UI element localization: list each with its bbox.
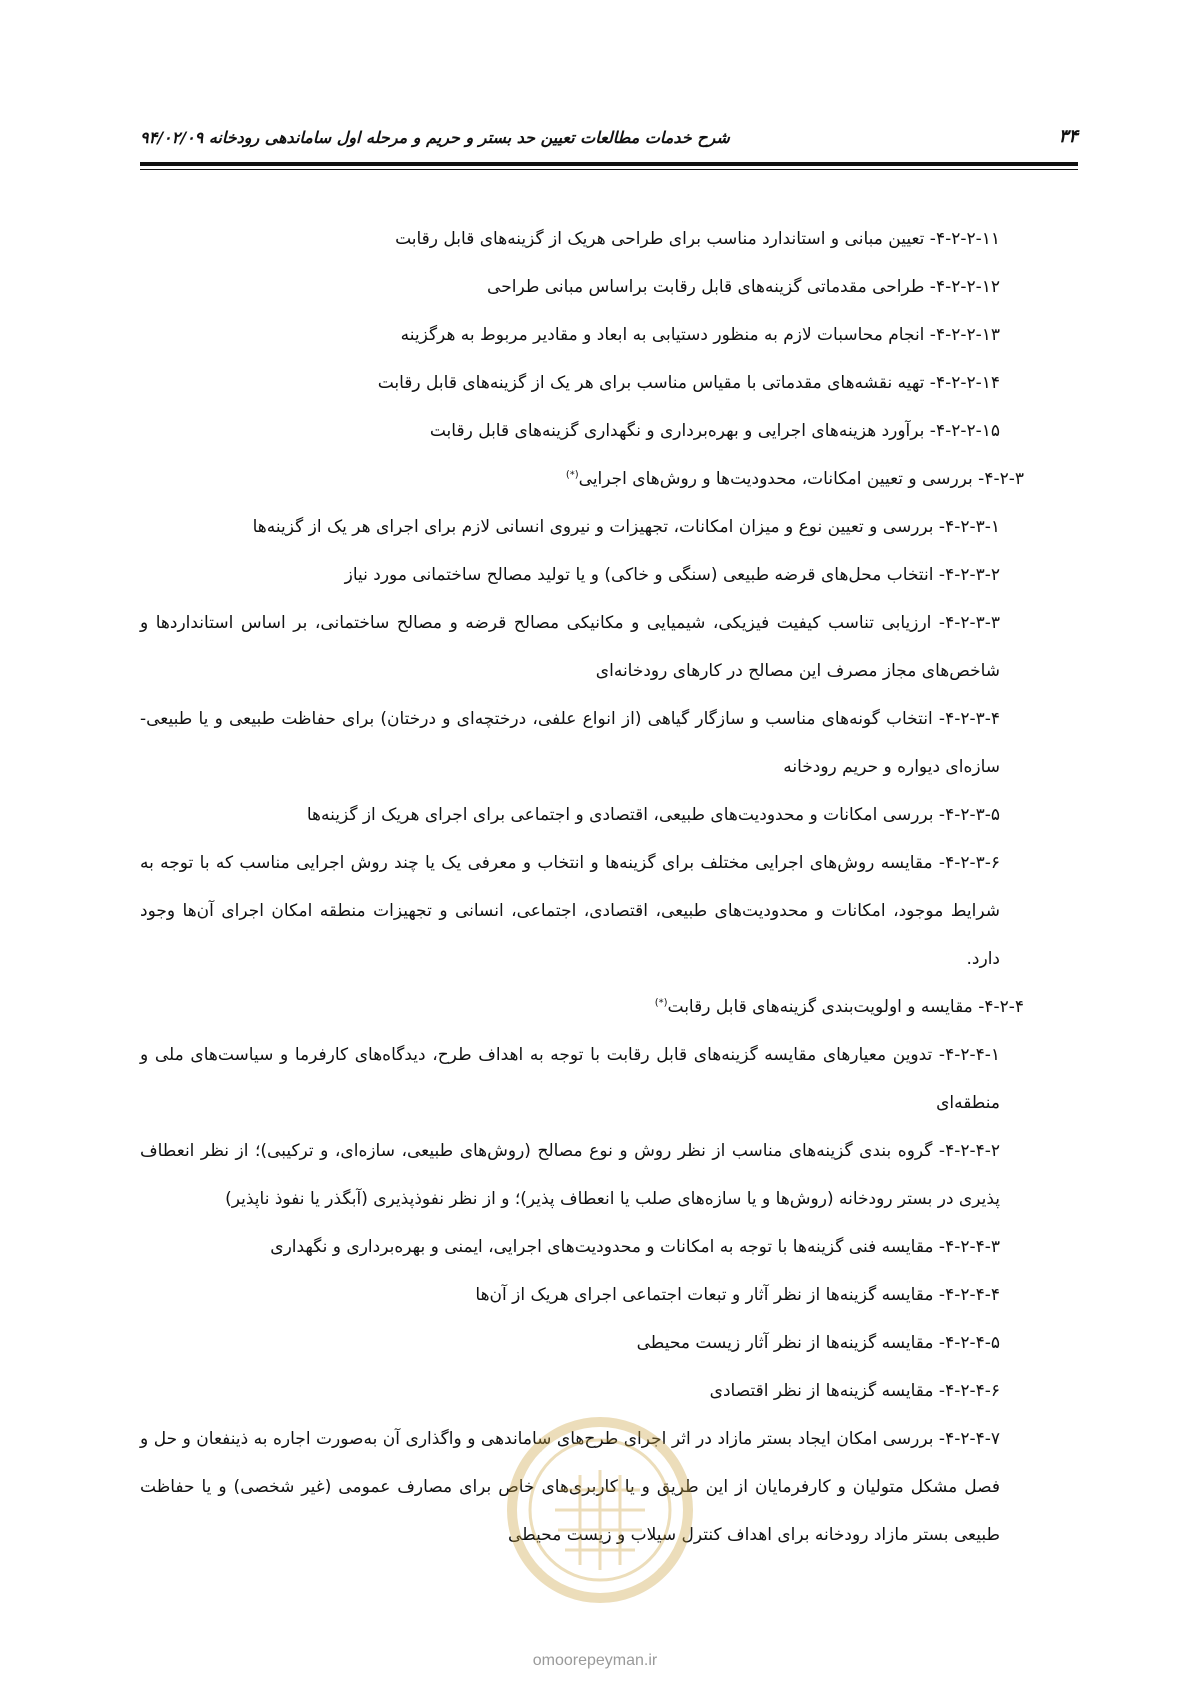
header-title: شرح خدمات مطالعات تعیین حد بستر و حریم و مرحله اول ساماندهی رودخانه ۹۴/۰۲/۰۹ (140, 128, 730, 147)
paragraph-text: ۴-۲-۴-۳- مقایسه فنی گزینه‌ها با توجه به امکانات و محدودیت‌های اجرایی، ایمنی و بهره‌برداری و نگهداری (270, 1237, 1000, 1257)
paragraph-text: ۴-۲-۲-۱۲- طراحی مقدماتی گزینه‌های قابل رقابت براساس مبانی طراحی (487, 277, 1000, 297)
paragraph-text: ۴-۲-۴-۱- تدوین معیارهای مقایسه گزینه‌های قابل رقابت با توجه به اهداف طرح، دیدگاه‌های کارفرما و سیاست‌های ملی و منطقه‌ای (140, 1045, 1000, 1113)
body-paragraph (140, 839, 1024, 983)
body-paragraph (140, 791, 1024, 839)
paragraph-text: ۴-۲-۲-۱۳- انجام محاسبات لازم به منظور دستیابی به ابعاد و مقادیر مربوط به هرگزینه (400, 325, 1000, 345)
header-rule-thick (140, 162, 1078, 166)
document-body (140, 215, 1024, 1559)
paragraph-text: ۴-۲-۴-۷- بررسی امکان ایجاد بستر مازاد در اثر اجرای طرح‌های ساماندهی و واگذاری آن به‌صورت اجاره به ذینفعان و حل و فصل مشکل متولیان و کارفرمایان از این طریق و یا کاربری‌های خاص برای مصارف عمومی (غیر شخصی) و یا حفاظت طبیعی بستر مازاد رودخانه برای اهداف کنترل سیلاب و زیست محیطی (140, 1429, 1000, 1545)
body-paragraph (140, 599, 1024, 695)
page-number: ۳۴ (1058, 126, 1078, 147)
section-heading (140, 455, 1024, 503)
paragraph-text: ۴-۲-۴-۵- مقایسه گزینه‌ها از نظر آثار زیست محیطی (636, 1333, 1000, 1353)
paragraph-text: ۴-۲-۴-۲- گروه بندی گزینه‌های مناسب از نظر روش و نوع مصالح (روش‌های طبیعی، سازه‌ای، و ترکیبی)؛ از نظر انعطاف پذیری در بستر رودخانه (روش‌ها و یا سازه‌های صلب یا انعطاف پذیر)؛ و از نظر نفوذپذیری (آبگذر یا نفوذ ناپذیر) (140, 1141, 1000, 1209)
paragraph-text: ۴-۲-۴- مقایسه و اولویت‌بندی گزینه‌های قابل رقابت (667, 997, 1024, 1017)
paragraph-text: ۴-۲-۳-۳- ارزیابی تناسب کیفیت فیزیکی، شیمیایی و مکانیکی مصالح قرضه و مصالح ساختمانی، بر اساس استانداردها و شاخص‌های مجاز مصرف این مصالح در کارهای رودخانه‌ای (140, 613, 1000, 681)
paragraph-text: ۴-۲-۳-۵- بررسی امکانات و محدودیت‌های طبیعی، اقتصادی و اجتماعی برای اجرای هریک از گزینه‌ها (306, 805, 1000, 825)
body-paragraph (140, 1223, 1024, 1271)
body-paragraph (140, 1271, 1024, 1319)
footnote-marker: (*) (654, 997, 668, 1009)
body-paragraph (140, 1319, 1024, 1367)
header-rule-thin (140, 169, 1078, 170)
body-paragraph (140, 1367, 1024, 1415)
watermark-logo-icon (500, 1410, 700, 1610)
paragraph-text: ۴-۲-۳-۶- مقایسه روش‌های اجرایی مختلف برای گزینه‌ها و انتخاب و معرفی یک یا چند روش اجرایی مناسب که با توجه به شرایط موجود، امکانات و محدودیت‌های طبیعی، اقتصادی، اجتماعی، انسانی و تجهیزات منطقه امکان اجرای آن‌ها وجود دارد. (140, 853, 1000, 969)
body-paragraph (140, 311, 1024, 359)
body-paragraph (140, 551, 1024, 599)
paragraph-text: ۴-۲-۴-۴- مقایسه گزینه‌ها از نظر آثار و تبعات اجتماعی اجرای هریک از آن‌ها (475, 1285, 1000, 1305)
footnote-marker: (*) (565, 469, 579, 481)
body-paragraph (140, 263, 1024, 311)
paragraph-text: ۴-۲-۲-۱۴- تهیه نقشه‌های مقدماتی با مقیاس مناسب برای هر یک از گزینه‌های قابل رقابت (377, 373, 1000, 393)
paragraph-text: ۴-۲-۳- بررسی و تعیین امکانات، محدودیت‌ها و روش‌های اجرایی (578, 469, 1024, 489)
paragraph-text: ۴-۲-۳-۲- انتخاب محل‌های قرضه طبیعی (سنگی و خاکی) و یا تولید مصالح ساختمانی مورد نیاز (344, 565, 1000, 585)
section-heading (140, 983, 1024, 1031)
paragraph-text: ۴-۲-۴-۶- مقایسه گزینه‌ها از نظر اقتصادی (709, 1381, 1000, 1401)
page-header (140, 122, 1078, 162)
body-paragraph (140, 1127, 1024, 1223)
watermark-url: omoorepeyman.ir (532, 1652, 658, 1669)
paragraph-text: ۴-۲-۲-۱۱- تعیین مبانی و استاندارد مناسب برای طراحی هریک از گزینه‌های قابل رقابت (395, 229, 1000, 249)
body-paragraph (140, 407, 1024, 455)
paragraph-text: ۴-۲-۲-۱۵- برآورد هزینه‌های اجرایی و بهره‌برداری و نگهداری گزینه‌های قابل رقابت (429, 421, 1000, 441)
paragraph-text: ۴-۲-۳-۱- بررسی و تعیین نوع و میزان امکانات، تجهیزات و نیروی انسانی لازم برای اجرای هر یک از گزینه‌ها (252, 517, 1000, 537)
paragraph-text: ۴-۲-۳-۴- انتخاب گونه‌های مناسب و سازگار گیاهی (از انواع علفی، درختچه‌ای و درختان) برای حفاظت طبیعی و یا طبیعی- سازه‌ای دیواره و حریم رودخانه (140, 709, 1000, 777)
body-paragraph (140, 1031, 1024, 1127)
body-paragraph (140, 695, 1024, 791)
body-paragraph (140, 215, 1024, 263)
body-paragraph (140, 359, 1024, 407)
body-paragraph (140, 503, 1024, 551)
